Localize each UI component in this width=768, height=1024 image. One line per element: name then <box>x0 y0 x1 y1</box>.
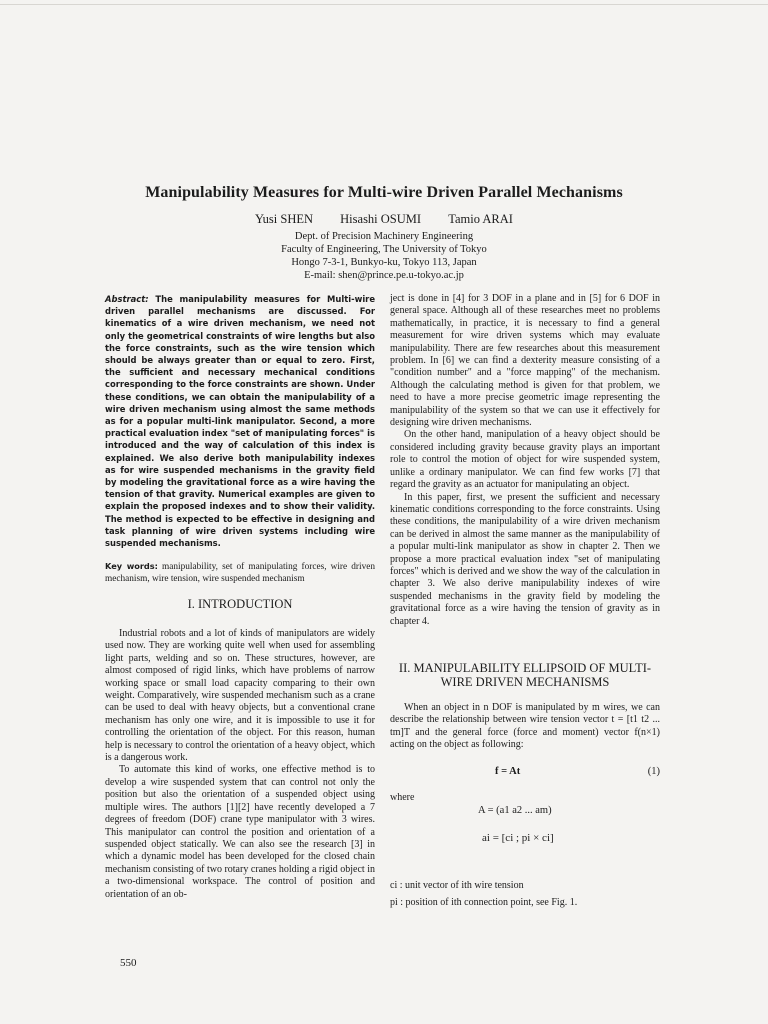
keywords-label: Key words: <box>105 561 158 571</box>
paragraph: Industrial robots and a lot of kinds of manipulators are widely used now. They are working quite well when used for assembling light parts, welding and so on. These structures, however, are almost composed of rigid links, which have problems of narrow working space or small load capacity comparing to their own weight. Comparatively, wire suspended mechanism such as a crane can be used to deal with heavy objects, but a conventional crane mechanism has only one wire, and it is impossible to use it for controlling the orientation of the object. For this reason, human help is necessary to control the orientation of a heavy object, which is a dangerous work. <box>105 628 375 764</box>
paragraph: On the other hand, manipulation of a heavy object should be considered including gravity because gravity plays an important role to control the motion of object for wire suspended system, unlike a ordinary manipulator. We can find few works [7] that regard the gravity as an actuator for manipulating an object. <box>390 429 660 491</box>
abstract-text: The manipulability measures for Multi-wire driven parallel mechanisms are discussed. For kinematics of a wire driven mechanism, we need not only the geometrical constraints of wire lengths but also the force constraints, such as the wire tension which should be always greater than or equal to zero. First, the sufficient and necessary mechanical conditions corresponding to the force constraints are shown. Under these conditions, we can obtain the manipulability of a wire driven mechanism using almost the same methods as for a popular multi-link manipulator. Second, a more practical evaluation index "set of manipulating forces" is introduced and the way of calculation of this index is explained. We also derive both manipulability indexes as for wire suspended mechanisms in the gravity field by modeling the gravitational force as a wire having the tension of that gravity. Numerical examples are given to explain the proposed indexes and to show their validity. The method is expected to be effective in designing and task planning of wire driven systems including wire suspended mechanisms. <box>105 294 375 549</box>
author-2: Hisashi OSUMI <box>340 212 422 226</box>
affiliation-line: Dept. of Precision Machinery Engineering <box>294 231 474 242</box>
top-rule <box>0 4 768 5</box>
keywords <box>105 561 375 585</box>
email: E-mail: shen@prince.pe.u-tokyo.ac.jp <box>304 270 464 281</box>
author-3: Tamio ARAI <box>448 212 513 226</box>
paper-title: Manipulability Measures for Multi-wire Driven Parallel Mechanisms <box>145 184 623 201</box>
author-list <box>60 212 708 227</box>
introduction-body <box>105 628 375 901</box>
paragraph: When an object in n DOF is manipulated by m wires, we can describe the relationship between wire tension vector t = [t1 t2 ... tm]T and the general force (force and moment) vector f(n×1) acting on the object as following: <box>390 702 660 751</box>
equation-text: f = At <box>495 766 521 777</box>
section-2-body <box>390 702 660 752</box>
paragraph: ject is done in [4] for 3 DOF in a plane and in [5] for 6 DOF in general space. Although all of these researches meet no problems mathematically, in practice, it is necessary to find a general measurement for wire driven systems which may evaluate manipulability. There are few researches about this measurement problem. In [6] we can find a dexterity measure consisting of a "condition number" and a "force mapping" of the mechanism. Although the calculating method is given for that problem, we need to have a more precise geometric image representing the manipulability of the system so that we can use it effectively for designing wire driven mechanisms. <box>390 293 660 429</box>
affiliation <box>60 230 708 282</box>
section-heading-manipulability: II. MANIPULABILITY ELLIPSOID OF MULTI-WIRE DRIVEN MECHANISMS <box>398 661 652 689</box>
author-1: Yusi SHEN <box>255 212 314 226</box>
equation-number: (1) <box>647 766 660 777</box>
keywords-text: manipulability, set of manipulating forces, wire driven mechanism, wire tension, wire suspended mechanism <box>105 562 375 584</box>
symbol-definitions <box>390 877 577 911</box>
definition-p: pi : position of ith connection point, see Fig. 1. <box>390 897 578 908</box>
equation-matrix-a: A = (a1 a2 ... am) <box>478 805 552 816</box>
equation-vector-ai: ai = [ci ; pi × ci] <box>482 832 554 844</box>
abstract <box>105 293 375 549</box>
where-label: where <box>390 792 415 803</box>
section-heading-introduction: I. INTRODUCTION <box>187 597 293 611</box>
introduction-continued <box>390 293 660 628</box>
paragraph: To automate this kind of works, one effective method is to develop a wire suspended system that can control not only the position but also the orientation of a suspended object using multiple wires. The authors [1][2] have recently developed a 7 degrees of freedom (DOF) crane type manipulator with 3 wires. This manipulator can control the position and orientation of a suspended object statically. We can also see the research [3] in which a dynamic model has been developed for the closed chain mechanism consisting of two rotary cranes holding a rigid object in a two-dimensional workspace. The control of position and orientation of an ob- <box>105 764 375 900</box>
affiliation-line: Faculty of Engineering, The University of Tokyo <box>281 244 487 255</box>
paragraph: In this paper, first, we present the sufficient and necessary kinematic conditions corresponding to the force constraints. Using these conditions, the manipulability of a wire driven mechanism can be derived in almost the same manner as the manipulability of a popular multi-link manipulator as show in chapter 2. Then we propose a more practical evaluation index "set of manipulating forces" which is derived and we show the way of the calculation in chapter 3. We also derive manipulability indexes of wire suspended mechanisms in the gravity field by modeling the gravitational force as a wire having the tension of gravity as in chapter 4. <box>390 491 660 627</box>
abstract-label: Abstract: <box>105 294 149 304</box>
page-number: 550 <box>120 957 137 969</box>
affiliation-line: Hongo 7-3-1, Bunkyo-ku, Tokyo 113, Japan <box>291 257 477 268</box>
definition-c: ci : unit vector of ith wire tension <box>390 880 524 891</box>
